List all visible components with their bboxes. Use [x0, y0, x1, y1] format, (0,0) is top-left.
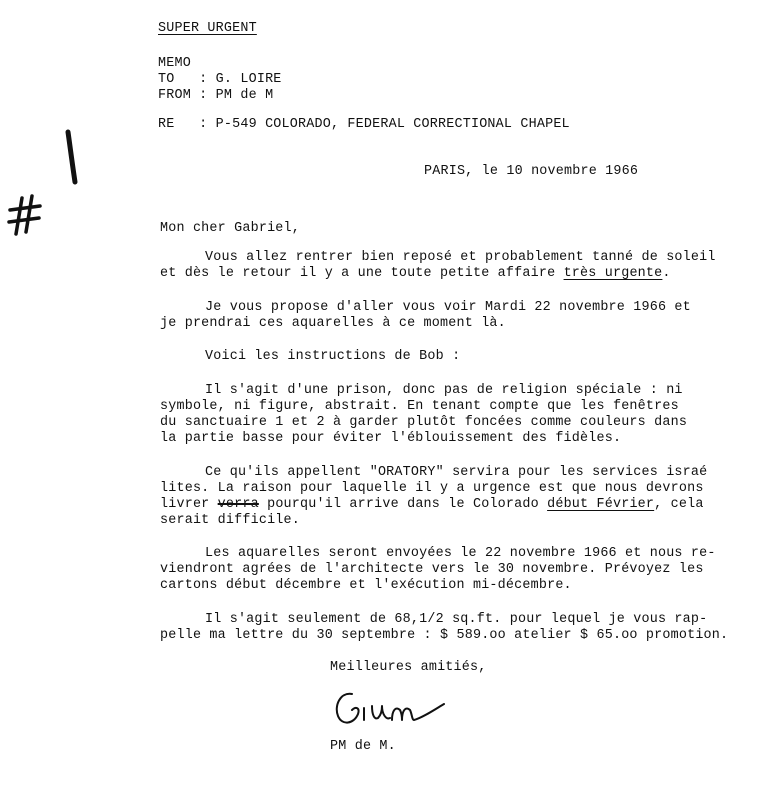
paragraph-4-line-4: la partie basse pour éviter l'éblouissement des fidèles.: [160, 431, 622, 446]
p1-period: .: [662, 266, 671, 281]
paragraph-7-line-2: pelle ma lettre du 30 septembre : $ 589.oo atelier $ 65.oo promotion.: [160, 628, 729, 643]
paragraph-1-line-2: [160, 266, 671, 282]
closing-line: Meilleures amitiés,: [330, 660, 487, 675]
urgency-heading: SUPER URGENT: [158, 21, 257, 36]
paragraph-2-line-2: je prendrai ces aquarelles à ce moment là.: [160, 316, 506, 331]
signoff-line: PM de M.: [330, 739, 396, 754]
handwritten-signature: [330, 684, 450, 730]
salutation: Mon cher Gabriel,: [160, 221, 301, 236]
date-line: PARIS, le 10 novembre 1966: [424, 164, 639, 179]
paragraph-5-line-4: serait difficile.: [160, 513, 301, 528]
p5-text: livrer: [160, 497, 218, 512]
paragraph-4-line-3: du sanctuaire 1 et 2 à garder plutôt foncées comme couleurs dans: [160, 415, 688, 430]
paragraph-6-line-2: viendront agrées de l'architecte vers le 30 novembre. Prévoyez les: [160, 562, 704, 577]
paragraph-5-line-2: lites. La raison pour laquelle il y a urgence est que nous devrons: [160, 481, 704, 496]
handwritten-stroke-mark: [60, 128, 84, 186]
paragraph-3-line-1: Voici les instructions de Bob :: [205, 349, 461, 364]
paragraph-4-line-1: Il s'agit d'une prison, donc pas de religion spéciale : ni: [205, 383, 683, 398]
from-line: FROM : PM de M: [158, 88, 274, 103]
handwritten-hash-mark: [6, 194, 44, 238]
memo-label: MEMO: [158, 56, 191, 71]
paragraph-1-line-1: Vous allez rentrer bien reposé et probablement tanné de soleil: [205, 250, 716, 265]
to-line: TO : G. LOIRE: [158, 72, 282, 87]
p5-text-mid: pourqu'il arrive dans le Colorado: [258, 497, 548, 512]
paragraph-6-line-1: Les aquarelles seront envoyées le 22 novembre 1966 et nous re-: [205, 546, 716, 561]
paragraph-5-line-1: Ce qu'ils appellent "ORATORY" servira pour les services israé: [205, 465, 708, 480]
struck-word: verra: [217, 497, 259, 512]
p1-text: et dès le retour il y a une toute petite affaire: [160, 266, 564, 281]
paragraph-5-line-3: [160, 497, 704, 513]
re-line: RE : P-549 COLORADO, FEDERAL CORRECTIONAL CHAPEL: [158, 117, 570, 132]
paragraph-6-line-3: cartons début décembre et l'exécution mi-décembre.: [160, 578, 572, 593]
paragraph-4-line-2: symbole, ni figure, abstrait. En tenant compte que les fenêtres: [160, 399, 679, 414]
paragraph-7-line-1: Il s'agit seulement de 68,1/2 sq.ft. pour lequel je vous rap-: [205, 612, 708, 627]
paragraph-2-line-1: Je vous propose d'aller vous voir Mardi 22 novembre 1966 et: [205, 300, 691, 315]
tres-urgente-emphasis: très urgente: [563, 266, 663, 281]
p5-text-post: , cela: [654, 497, 704, 512]
debut-fevrier-emphasis: début Février: [547, 497, 655, 512]
